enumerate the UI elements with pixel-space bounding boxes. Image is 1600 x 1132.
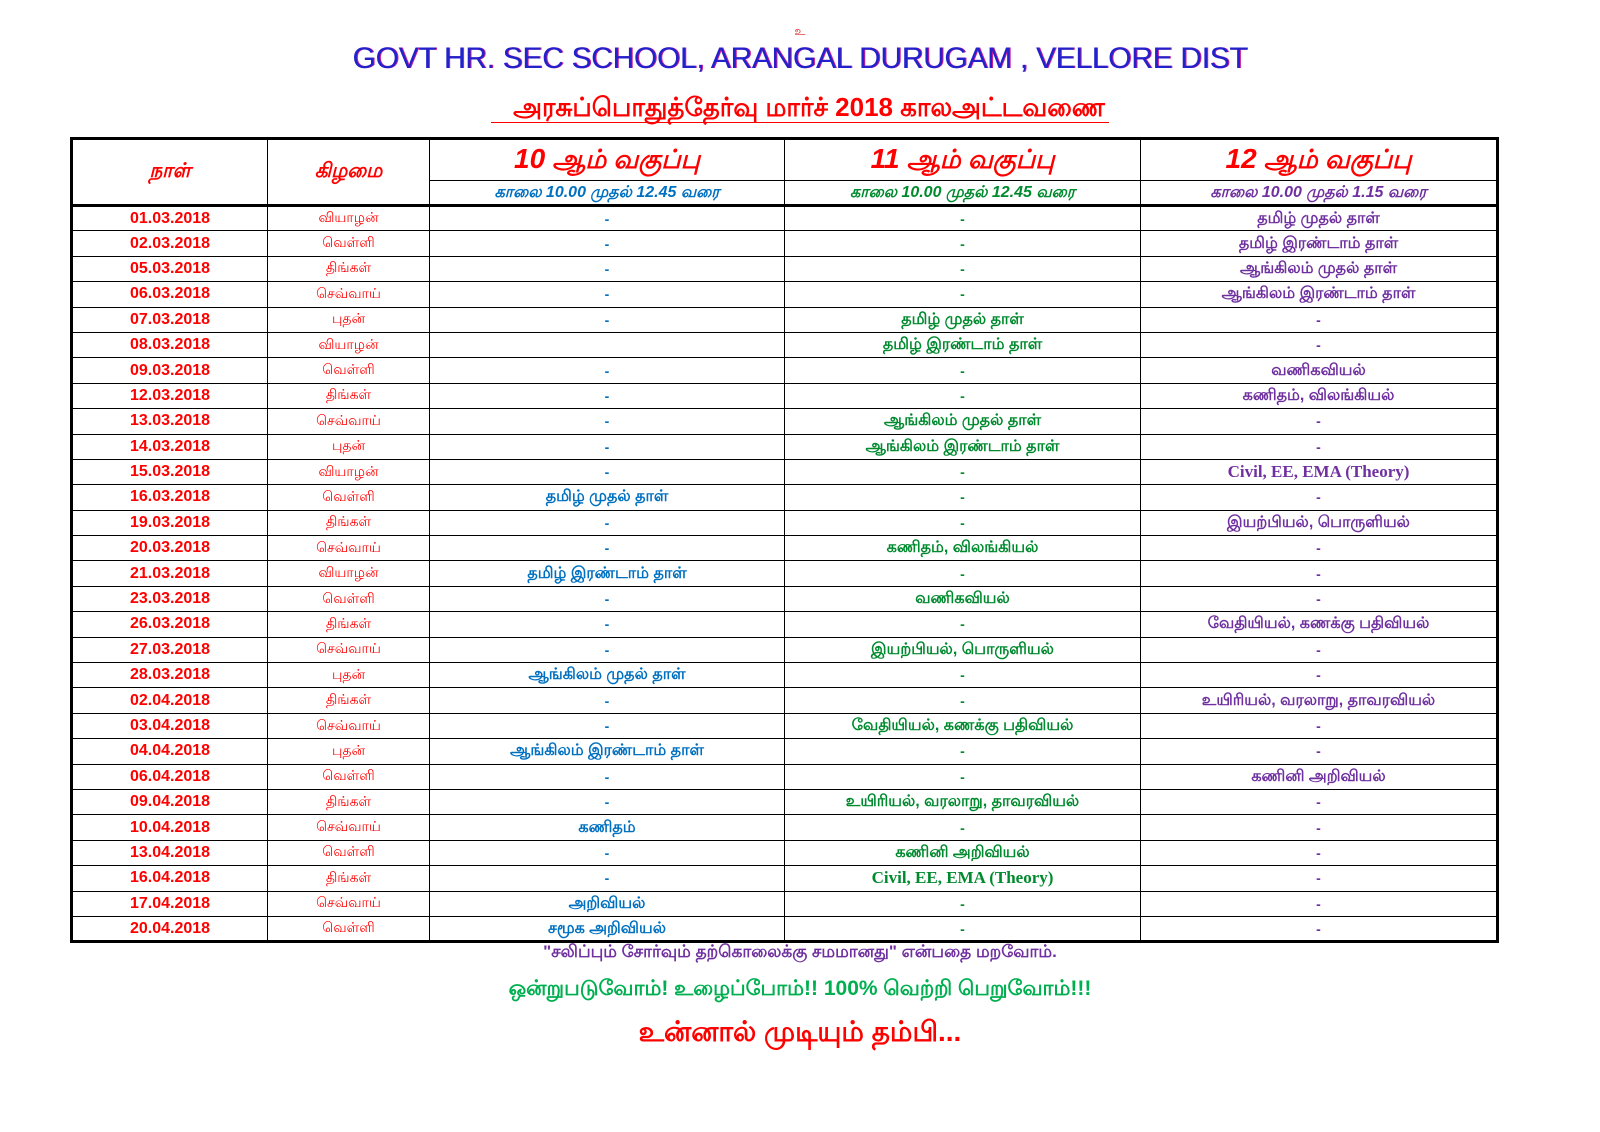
header-class-11 [785, 139, 1141, 181]
exam-day: செவ்வாய் [268, 536, 430, 561]
class-12-subject: - [1141, 840, 1498, 865]
table-row [72, 510, 1498, 535]
exam-day: செவ்வாய் [268, 891, 430, 916]
exam-day: செவ்வாய் [268, 815, 430, 840]
class-10-subject: அறிவியல் [430, 891, 785, 916]
class-10-subject: ஆங்கிலம் முதல் தாள் [430, 663, 785, 688]
class-11-subject: தமிழ் முதல் தாள் [785, 307, 1141, 332]
class-label: ஆம் வகுப்பு [906, 143, 1055, 174]
class-10-subject: - [430, 282, 785, 307]
table-row [72, 612, 1498, 637]
class-12-subject: இயற்பியல், பொருளியல் [1141, 510, 1498, 535]
timetable-title [0, 92, 1600, 126]
footer-motto: ஒன்றுபடுவோம்! உழைப்போம்!! 100% வெற்றி பெறுவோம்!!! [508, 977, 1092, 1000]
exam-date: 06.04.2018 [72, 764, 268, 789]
class-12-subject: ஆங்கிலம் முதல் தாள் [1141, 256, 1498, 281]
table-row [72, 358, 1498, 383]
exam-date: 09.04.2018 [72, 789, 268, 814]
exam-date: 17.04.2018 [72, 891, 268, 916]
class-12-subject: தமிழ் இரண்டாம் தாள் [1141, 231, 1498, 256]
class-11-subject: இயற்பியல், பொருளியல் [785, 637, 1141, 662]
exam-day: திங்கள் [268, 789, 430, 814]
class-11-subject: வணிகவியல் [785, 586, 1141, 611]
class-11-subject: - [785, 485, 1141, 510]
exam-date: 02.04.2018 [72, 688, 268, 713]
exam-timetable [70, 137, 1499, 943]
exam-day: திங்கள் [268, 256, 430, 281]
exam-day: திங்கள் [268, 688, 430, 713]
class-10-subject: - [430, 713, 785, 738]
exam-date: 20.03.2018 [72, 536, 268, 561]
class-11-subject: வேதியியல், கணக்கு பதிவியல் [785, 713, 1141, 738]
table-row [72, 663, 1498, 688]
exam-day: வெள்ளி [268, 485, 430, 510]
class-12-subject: வணிகவியல் [1141, 358, 1498, 383]
time-class-10: காலை 10.00 முதல் 12.45 வரை [430, 181, 785, 206]
class-11-subject: ஆங்கிலம் முதல் தாள் [785, 409, 1141, 434]
exam-day: புதன் [268, 434, 430, 459]
exam-day: திங்கள் [268, 866, 430, 891]
class-10-subject: - [430, 307, 785, 332]
class-12-subject: உயிரியல், வரலாறு, தாவரவியல் [1141, 688, 1498, 713]
exam-day: வியாழன் [268, 459, 430, 484]
footer-quote: "சலிப்பும் சோர்வும் தற்கொலைக்கு சமமானது" என்பதை மறவோம். [543, 942, 1057, 961]
class-10-subject: - [430, 434, 785, 459]
exam-day: செவ்வாய் [268, 713, 430, 738]
class-11-subject: - [785, 688, 1141, 713]
exam-date: 14.03.2018 [72, 434, 268, 459]
table-row [72, 764, 1498, 789]
class-10-subject: - [430, 231, 785, 256]
exam-day: திங்கள் [268, 612, 430, 637]
class-12-subject: - [1141, 815, 1498, 840]
class-11-subject: - [785, 256, 1141, 281]
class-10-subject: சமூக அறிவியல் [430, 916, 785, 941]
school-name: GOVT HR. SEC SCHOOL, ARANGAL DURUGAM , VELLORE DIST [352, 42, 1248, 75]
exam-date: 27.03.2018 [72, 637, 268, 662]
class-label: ஆம் வகுப்பு [552, 143, 700, 174]
table-row [72, 383, 1498, 408]
class-12-subject: தமிழ் முதல் தாள் [1141, 206, 1498, 231]
exam-date: 10.04.2018 [72, 815, 268, 840]
table-row [72, 789, 1498, 814]
class-10-subject: - [430, 510, 785, 535]
class-12-subject: - [1141, 536, 1498, 561]
header-class-10 [430, 139, 785, 181]
exam-day: புதன் [268, 663, 430, 688]
exam-date: 09.03.2018 [72, 358, 268, 383]
footer-closing: உன்னால் முடியும் தம்பி... [638, 1016, 962, 1047]
exam-date: 03.04.2018 [72, 713, 268, 738]
exam-date: 01.03.2018 [72, 206, 268, 231]
class-11-subject: - [785, 739, 1141, 764]
class-10-subject: - [430, 840, 785, 865]
table-row [72, 713, 1498, 738]
class-12-subject: - [1141, 434, 1498, 459]
exam-date: 04.04.2018 [72, 739, 268, 764]
table-row [72, 688, 1498, 713]
class-10-subject: - [430, 358, 785, 383]
header-day: கிழமை [268, 139, 430, 206]
class-12-subject: - [1141, 561, 1498, 586]
class-11-subject: Civil, EE, EMA (Theory) [785, 866, 1141, 891]
class-number: 12 [1225, 142, 1257, 174]
exam-date: 28.03.2018 [72, 663, 268, 688]
exam-date: 21.03.2018 [72, 561, 268, 586]
time-class-12: காலை 10.00 முதல் 1.15 வரை [1141, 181, 1498, 206]
class-11-subject: கணிதம், விலங்கியல் [785, 536, 1141, 561]
class-10-subject: - [430, 866, 785, 891]
class-12-subject: - [1141, 332, 1498, 357]
exam-date: 12.03.2018 [72, 383, 268, 408]
table-row [72, 434, 1498, 459]
exam-date: 07.03.2018 [72, 307, 268, 332]
table-row [72, 891, 1498, 916]
class-10-subject [430, 332, 785, 357]
class-12-subject: - [1141, 637, 1498, 662]
class-12-subject: - [1141, 866, 1498, 891]
class-12-subject: கணினி அறிவியல் [1141, 764, 1498, 789]
class-10-subject: - [430, 789, 785, 814]
class-12-subject: வேதியியல், கணக்கு பதிவியல் [1141, 612, 1498, 637]
top-mark: உ [794, 24, 806, 38]
class-11-subject: - [785, 612, 1141, 637]
class-11-subject: கணினி அறிவியல் [785, 840, 1141, 865]
table-row [72, 485, 1498, 510]
class-10-subject: - [430, 637, 785, 662]
class-11-subject: - [785, 663, 1141, 688]
class-10-subject: - [430, 256, 785, 281]
class-11-subject: - [785, 561, 1141, 586]
class-label: ஆம் வகுப்பு [1263, 143, 1412, 174]
exam-day: வெள்ளி [268, 764, 430, 789]
class-12-subject: - [1141, 307, 1498, 332]
header-class-12 [1141, 139, 1498, 181]
timetable-title-text: அரசுப்பொதுத்தேர்வு மார்ச் 2018 காலஅட்டவணை [491, 92, 1109, 123]
class-10-subject: கணிதம் [430, 815, 785, 840]
exam-date: 16.04.2018 [72, 866, 268, 891]
class-11-subject: ஆங்கிலம் இரண்டாம் தாள் [785, 434, 1141, 459]
class-10-subject: ஆங்கிலம் இரண்டாம் தாள் [430, 739, 785, 764]
class-12-subject: - [1141, 789, 1498, 814]
exam-day: வியாழன் [268, 206, 430, 231]
class-12-subject: - [1141, 916, 1498, 941]
class-12-subject: - [1141, 485, 1498, 510]
class-10-subject: - [430, 383, 785, 408]
class-11-subject: - [785, 916, 1141, 941]
exam-date: 26.03.2018 [72, 612, 268, 637]
exam-date: 23.03.2018 [72, 586, 268, 611]
table-row [72, 739, 1498, 764]
class-11-subject: - [785, 206, 1141, 231]
exam-date: 02.03.2018 [72, 231, 268, 256]
time-class-11: காலை 10.00 முதல் 12.45 வரை [785, 181, 1141, 206]
class-10-subject: - [430, 586, 785, 611]
class-12-subject: ஆங்கிலம் இரண்டாம் தாள் [1141, 282, 1498, 307]
exam-day: வெள்ளி [268, 916, 430, 941]
exam-date: 15.03.2018 [72, 459, 268, 484]
class-10-subject: - [430, 459, 785, 484]
class-12-subject: - [1141, 663, 1498, 688]
class-11-subject: - [785, 383, 1141, 408]
class-11-subject: - [785, 358, 1141, 383]
class-11-subject: - [785, 764, 1141, 789]
class-10-subject: தமிழ் முதல் தாள் [430, 485, 785, 510]
exam-day: செவ்வாய் [268, 637, 430, 662]
exam-day: புதன் [268, 307, 430, 332]
class-11-subject: உயிரியல், வரலாறு, தாவரவியல் [785, 789, 1141, 814]
exam-day: வெள்ளி [268, 840, 430, 865]
exam-day: செவ்வாய் [268, 282, 430, 307]
class-11-subject: - [785, 815, 1141, 840]
class-number: 11 [870, 142, 900, 174]
class-10-subject: - [430, 409, 785, 434]
table-row [72, 256, 1498, 281]
class-12-subject: Civil, EE, EMA (Theory) [1141, 459, 1498, 484]
class-number: 10 [514, 142, 546, 174]
header-date: நாள் [72, 139, 268, 206]
table-row [72, 586, 1498, 611]
exam-day: வியாழன் [268, 332, 430, 357]
table-row [72, 332, 1498, 357]
exam-day: வெள்ளி [268, 586, 430, 611]
class-11-subject: - [785, 282, 1141, 307]
class-11-subject: - [785, 459, 1141, 484]
exam-date: 20.04.2018 [72, 916, 268, 941]
table-row [72, 409, 1498, 434]
table-row [72, 536, 1498, 561]
exam-date: 06.03.2018 [72, 282, 268, 307]
class-10-subject: - [430, 536, 785, 561]
table-row [72, 459, 1498, 484]
class-11-subject: - [785, 510, 1141, 535]
exam-date: 08.03.2018 [72, 332, 268, 357]
table-row [72, 815, 1498, 840]
exam-date: 19.03.2018 [72, 510, 268, 535]
table-row [72, 866, 1498, 891]
exam-date: 13.04.2018 [72, 840, 268, 865]
class-12-subject: - [1141, 891, 1498, 916]
class-12-subject: - [1141, 586, 1498, 611]
exam-day: வியாழன் [268, 561, 430, 586]
class-10-subject: - [430, 688, 785, 713]
exam-day: திங்கள் [268, 383, 430, 408]
class-11-subject: தமிழ் இரண்டாம் தாள் [785, 332, 1141, 357]
exam-day: செவ்வாய் [268, 409, 430, 434]
class-11-subject: - [785, 231, 1141, 256]
class-11-subject: - [785, 891, 1141, 916]
exam-date: 16.03.2018 [72, 485, 268, 510]
table-row [72, 916, 1498, 941]
class-12-subject: - [1141, 739, 1498, 764]
class-10-subject: - [430, 206, 785, 231]
class-12-subject: - [1141, 713, 1498, 738]
exam-day: வெள்ளி [268, 231, 430, 256]
table-row [72, 282, 1498, 307]
table-row [72, 206, 1498, 231]
class-10-subject: தமிழ் இரண்டாம் தாள் [430, 561, 785, 586]
table-row [72, 231, 1498, 256]
exam-day: திங்கள் [268, 510, 430, 535]
exam-date: 13.03.2018 [72, 409, 268, 434]
exam-day: புதன் [268, 739, 430, 764]
table-row [72, 561, 1498, 586]
table-row [72, 307, 1498, 332]
class-10-subject: - [430, 612, 785, 637]
table-row [72, 637, 1498, 662]
table-row [72, 840, 1498, 865]
exam-date: 05.03.2018 [72, 256, 268, 281]
exam-day: வெள்ளி [268, 358, 430, 383]
class-12-subject: - [1141, 409, 1498, 434]
class-12-subject: கணிதம், விலங்கியல் [1141, 383, 1498, 408]
class-10-subject: - [430, 764, 785, 789]
